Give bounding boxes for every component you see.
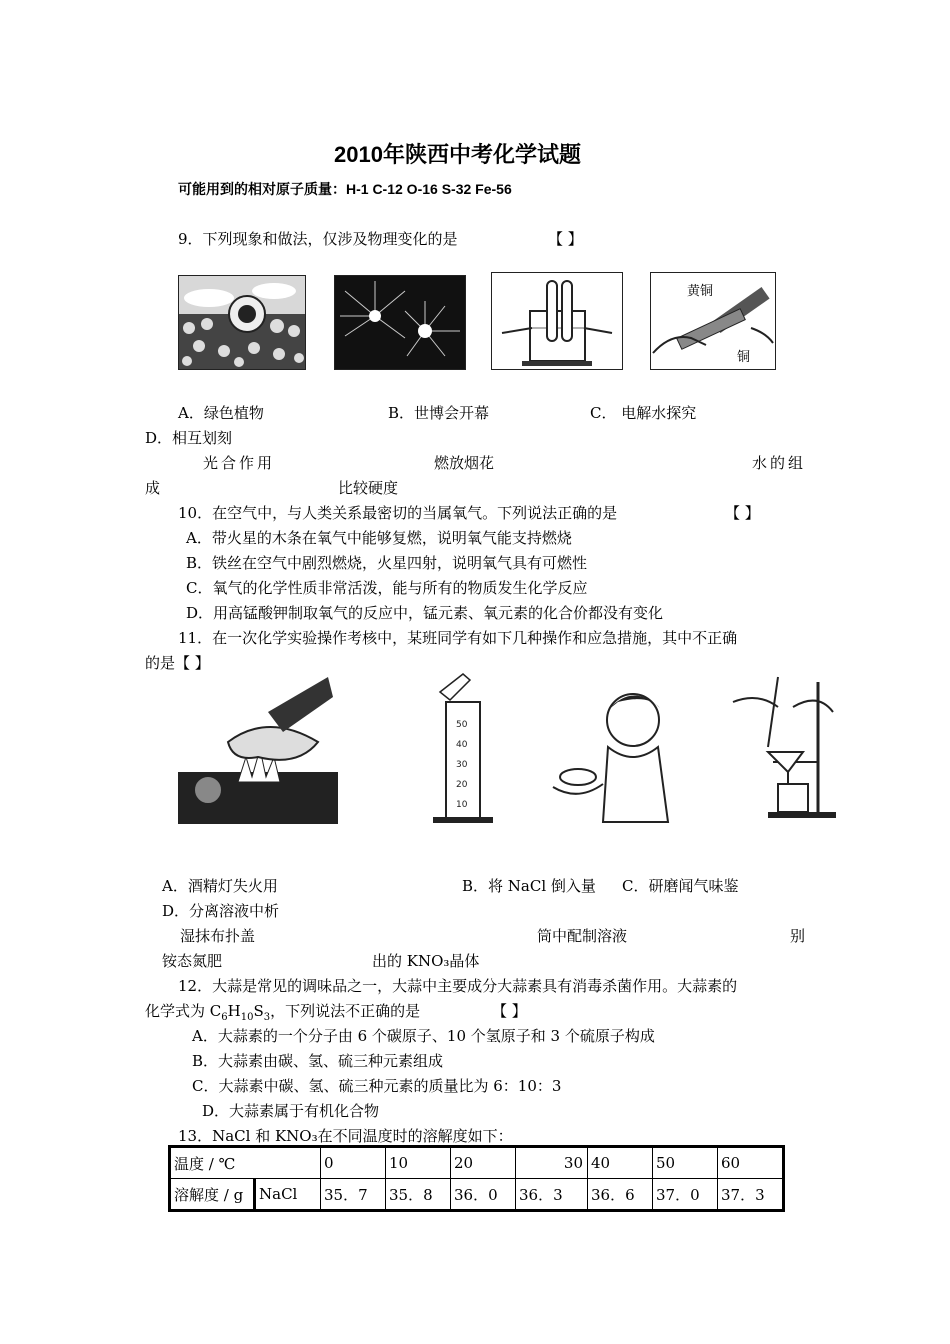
q11-option-d-cont: 出的 KNO₃晶体 xyxy=(372,952,480,970)
q9-option-c-cont: 水的组 xyxy=(752,454,807,472)
q9-option-c: C． 电解水探究 xyxy=(590,404,697,422)
temp-header: 温度 / ℃ xyxy=(170,1147,321,1179)
table-cell: 37．3 xyxy=(718,1179,784,1211)
solubility-header: 溶解度 / g xyxy=(170,1179,255,1211)
svg-text:50: 50 xyxy=(456,720,468,730)
table-cell: 36．3 xyxy=(516,1179,588,1211)
q10-option-b: B．铁丝在空气中剧烈燃烧，火星四射，说明氧气具有可燃性 xyxy=(186,554,588,572)
table-cell: 60 xyxy=(718,1147,784,1179)
substance-cell: NaCl xyxy=(255,1179,321,1211)
q9-option-b: B．世博会开幕 xyxy=(388,404,490,422)
table-cell: 36．6 xyxy=(588,1179,653,1211)
q9-option-c-cont2: 成 xyxy=(145,479,161,497)
q12-option-c: C．大蒜素中碳、氢、硫三种元素的质量比为 6：10：3 xyxy=(192,1077,562,1095)
q11-option-a-cont: 湿抹布扑盖 xyxy=(180,927,256,945)
table-cell: 37．0 xyxy=(653,1179,718,1211)
q12-sub-s: 3 xyxy=(263,1012,271,1023)
q12-formula-h: H xyxy=(227,1002,241,1020)
q12-option-d: D．大蒜素属于有机化合物 xyxy=(202,1102,380,1120)
table-cell: 0 xyxy=(321,1147,386,1179)
table-cell: 36．0 xyxy=(451,1179,516,1211)
page-title: 2010年陕西中考化学试题 xyxy=(334,142,581,167)
q11-option-c-cont: 别 xyxy=(790,927,806,945)
q11-stem-cont: 的是【 】 xyxy=(145,654,210,672)
table-cell: 10 xyxy=(386,1147,451,1179)
table-cell: 40 xyxy=(588,1147,653,1179)
q13-stem: 13．NaCl 和 KNO₃在不同温度时的溶解度如下： xyxy=(178,1127,513,1145)
q10-option-c: C．氧气的化学性质非常活泼，能与所有的物质发生化学反应 xyxy=(186,579,588,597)
q12-sub-c: 6 xyxy=(221,1012,228,1023)
svg-text:20: 20 xyxy=(456,780,468,790)
scratching-brass-copper-image xyxy=(650,272,776,370)
copper-label: 铜 xyxy=(737,350,751,365)
q12-formula-s: S xyxy=(253,1002,264,1020)
table-row xyxy=(170,1179,784,1211)
sunflower-image xyxy=(178,275,306,370)
q10-stem: 10．在空气中，与人类关系最密切的当属氧气。下列说法正确的是 xyxy=(178,504,618,522)
table-cell: 35．7 xyxy=(321,1179,386,1211)
q11-stem: 11．在一次化学实验操作考核中，某班同学有如下几种操作和应急措施，其中不正确 xyxy=(178,629,738,647)
q12-stem-suffix: ，下列说法不正确的是 xyxy=(270,1002,421,1020)
q12-stem: 12．大蒜是常见的调味品之一，大蒜中主要成分大蒜素具有消毒杀菌作用。大蒜素的 xyxy=(178,977,738,995)
q9-option-b-cont: 燃放烟花 xyxy=(434,454,495,472)
q11-option-a: A．酒精灯失火用 xyxy=(162,877,278,895)
q12-sub-h: 10 xyxy=(240,1012,254,1023)
table-cell: 35．8 xyxy=(386,1179,451,1211)
svg-text:10: 10 xyxy=(456,800,468,810)
svg-text:40: 40 xyxy=(456,740,468,750)
table-cell: 50 xyxy=(653,1147,718,1179)
electrolysis-image xyxy=(491,272,623,370)
solubility-table xyxy=(168,1145,785,1212)
q12-stem-cont xyxy=(145,1000,420,1023)
q12-formula-prefix: 化学式为 C xyxy=(145,1002,222,1020)
table-cell: 30 xyxy=(516,1147,588,1179)
lab-operations-image xyxy=(178,672,836,824)
q9-answer-bracket: 【 】 xyxy=(548,230,583,248)
q10-option-d: D．用高锰酸钾制取氧气的反应中，锰元素、氧元素的化合价都没有变化 xyxy=(186,604,664,622)
q9-option-d: D．相互划刻 xyxy=(145,429,233,447)
svg-text:30: 30 xyxy=(456,760,468,770)
fireworks-image xyxy=(334,275,466,370)
q11-option-b: B．将 NaCl 倒入量 xyxy=(462,877,596,895)
q9-option-a-cont: 光合作用 xyxy=(203,454,276,472)
q12-option-b: B．大蒜素由碳、氢、硫三种元素组成 xyxy=(192,1052,444,1070)
q10-answer-bracket: 【 】 xyxy=(725,504,760,522)
table-cell: 20 xyxy=(451,1147,516,1179)
brass-label: 黄铜 xyxy=(687,284,714,299)
atomic-mass-note: 可能用到的相对原子质量：H-1 C-12 O-16 S-32 Fe-56 xyxy=(178,181,512,197)
q12-option-a: A．大蒜素的一个分子由 6 个碳原子、10 个氢原子和 3 个硫原子构成 xyxy=(192,1027,655,1045)
q9-option-d-cont: 比较硬度 xyxy=(338,479,399,497)
q11-option-c-cont2: 铵态氮肥 xyxy=(162,952,223,970)
q9-stem: 9．下列现象和做法，仅涉及物理变化的是 xyxy=(178,230,458,248)
q12-answer-bracket: 【 】 xyxy=(492,1002,527,1020)
table-row xyxy=(170,1147,784,1179)
q11-option-c: C．研磨闻气味鉴 xyxy=(622,877,739,895)
q10-option-a: A．带火星的木条在氧气中能够复燃，说明氧气能支持燃烧 xyxy=(186,529,572,547)
q11-option-b-cont: 筒中配制溶液 xyxy=(537,927,628,945)
q9-option-a: A．绿色植物 xyxy=(178,404,264,422)
q11-option-d: D．分离溶液中析 xyxy=(162,902,280,920)
